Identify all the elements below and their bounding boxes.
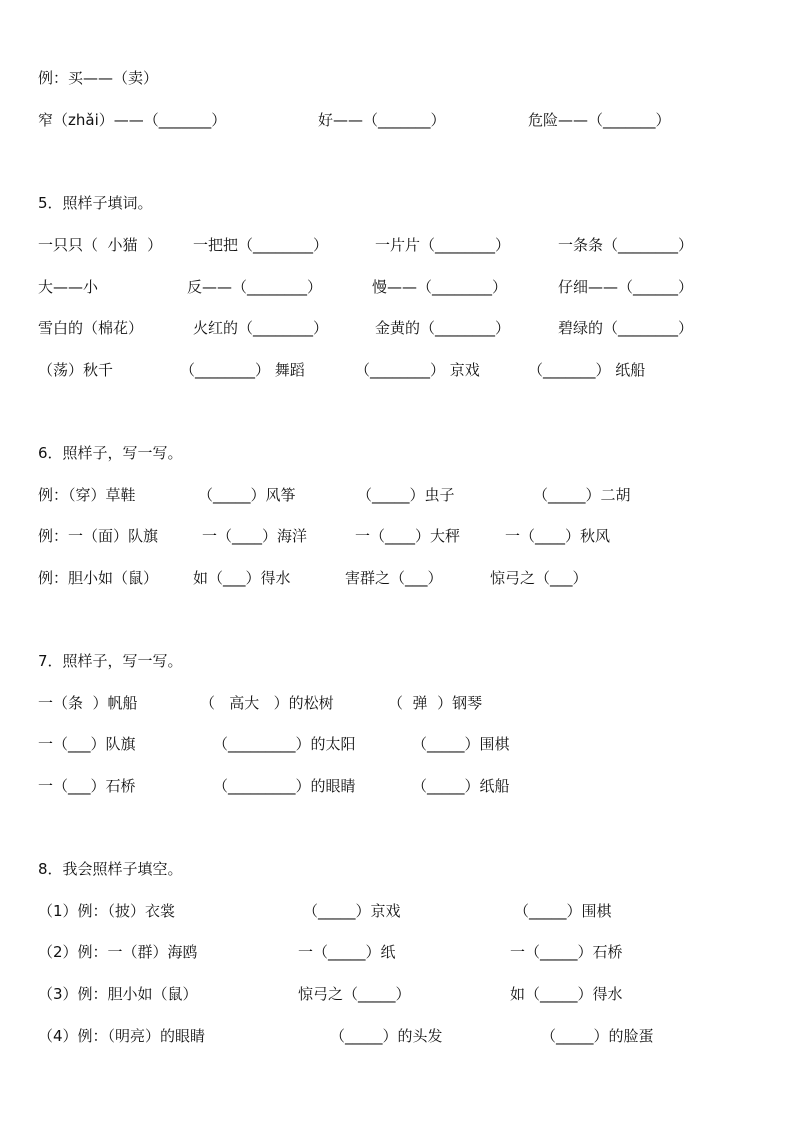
section-6-heading [0,441,794,465]
fill-item: （_____）的头发 [330,1027,443,1045]
fill-item: 惊弓之（_____） [298,985,411,1003]
section-8-row-2 [0,940,794,964]
fill-item: （2）例：一（群）海鸥 [38,943,198,961]
fill-item: 例：（穿）草鞋 [38,486,136,504]
fill-item: （_____）围棋 [412,735,510,753]
fill-item: 惊弓之（___） [490,569,588,587]
fill-item: 一（____）秋风 [505,527,611,545]
fill-item: 一把把（________） [193,236,329,254]
fill-item: （_________）的眼睛 [213,777,356,795]
fill-item: （荡）秋千 [38,361,114,379]
section-title: 5．照样子填词。 [38,194,153,212]
section-6-row-2 [0,524,794,548]
fill-item: 一（条 ）帆船 [38,694,138,712]
fill-item: 雪白的（棉花） [38,319,144,337]
section-8-row-3 [0,982,794,1006]
fill-item: （_______） 纸船 [528,361,646,379]
fill-item: （_____）围棋 [514,902,612,920]
fill-item: （_____）纸船 [412,777,510,795]
fill-item: （_____）的脸蛋 [541,1027,654,1045]
fill-item: （_____）虫子 [357,486,455,504]
section-8-row-1 [0,899,794,923]
fill-item: 慢——（________） [372,278,508,296]
section-6-row-3 [0,566,794,590]
fill-item: 仔细——（______） [558,278,694,296]
fill-item: 一（___）队旗 [38,735,136,753]
section-5-row-1 [0,233,794,257]
section-title: 7．照样子，写一写。 [38,652,183,670]
fill-item: 火红的（________） [193,319,329,337]
fill-item: 如（_____）得水 [510,985,623,1003]
fill-item: （ 弹 ）钢琴 [388,694,483,712]
example-text: 例：买——（卖） [38,69,159,87]
fill-item: 一条条（________） [558,236,694,254]
fill-item: （_____）风筝 [198,486,296,504]
fill-item: （ 高大 ）的松树 [200,694,334,712]
fill-item: 一（____）大秤 [355,527,461,545]
fill-item: 金黄的（________） [375,319,511,337]
section-title: 8．我会照样子填空。 [38,860,183,878]
section-title: 6．照样子，写一写。 [38,444,183,462]
section-7-row-3 [0,774,794,798]
fill-item: 例：胆小如（鼠） [38,569,159,587]
fill-item: 害群之（___） [345,569,443,587]
section-5-row-2 [0,275,794,299]
section-5-row-3 [0,316,794,340]
fill-item: 一（_____）石桥 [510,943,623,961]
antonym-item: 好——（_______） [318,111,446,129]
fill-item: （1）例：（披）衣裳 [38,902,176,920]
fill-item: （________） 京戏 [355,361,480,379]
section-6-row-1 [0,483,794,507]
fill-item: 一片片（________） [375,236,511,254]
fill-item: （________） 舞蹈 [180,361,305,379]
fill-item: （4）例：（明亮）的眼睛 [38,1027,206,1045]
fill-item: （3）例：胆小如（鼠） [38,985,198,1003]
fill-item: 如（___）得水 [193,569,291,587]
fill-item: 大——小 [38,278,99,296]
section-8-row-4 [0,1024,794,1048]
fill-item: 反——（________） [187,278,323,296]
section-8-heading [0,857,794,881]
example-antonym-line [0,66,794,90]
section-5-row-4 [0,358,794,382]
fill-item: 一只只（ 小猫 ） [38,236,163,254]
antonym-item: 窄（zhǎi）——（_______） [38,111,227,129]
fill-item: 一（___）石桥 [38,777,136,795]
fill-item: （_____）二胡 [533,486,631,504]
section-7-row-1 [0,691,794,715]
antonym-question-line [0,108,794,132]
section-5-heading [0,191,794,215]
fill-item: 一（____）海洋 [202,527,308,545]
antonym-item: 危险——（_______） [528,111,671,129]
fill-item: 碧绿的（________） [558,319,694,337]
section-7-heading [0,649,794,673]
fill-item: （_________）的太阳 [213,735,356,753]
fill-item: （_____）京戏 [303,902,401,920]
fill-item: 例：一（面）队旗 [38,527,159,545]
fill-item: 一（_____）纸 [298,943,396,961]
section-7-row-2 [0,732,794,756]
